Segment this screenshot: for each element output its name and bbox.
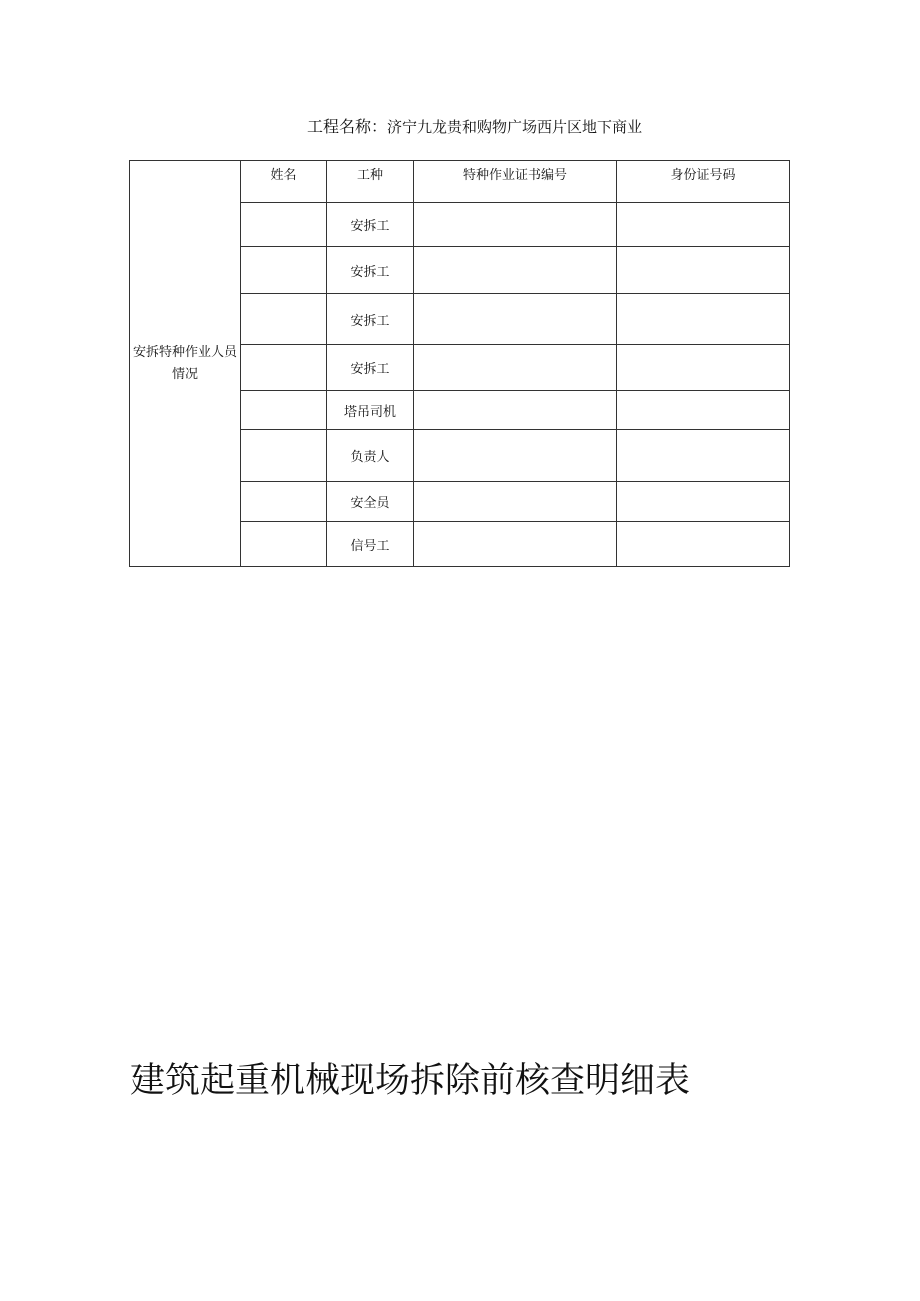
id-number-cell[interactable] <box>617 430 790 482</box>
job-cell: 安拆工 <box>327 247 414 294</box>
table-header-row <box>130 161 790 203</box>
certificate-cell[interactable] <box>414 522 617 567</box>
project-name-label: 工程名称： <box>307 117 388 136</box>
job-cell: 安拆工 <box>327 294 414 345</box>
header-name: 姓名 <box>241 161 327 203</box>
id-number-cell[interactable] <box>617 482 790 522</box>
certificate-cell[interactable] <box>414 391 617 430</box>
certificate-cell[interactable] <box>414 345 617 391</box>
header-job-type: 工种 <box>327 161 414 203</box>
section-label-cell: 安拆特种作业人员情况 <box>130 161 241 567</box>
id-number-cell[interactable] <box>617 391 790 430</box>
header-certificate-number: 特种作业证书编号 <box>414 161 617 203</box>
name-cell[interactable] <box>241 203 327 247</box>
id-number-cell[interactable] <box>617 294 790 345</box>
certificate-cell[interactable] <box>414 203 617 247</box>
id-number-cell[interactable] <box>617 345 790 391</box>
name-cell[interactable] <box>241 522 327 567</box>
id-number-cell[interactable] <box>617 522 790 567</box>
certificate-cell[interactable] <box>414 430 617 482</box>
document-title: 建筑起重机械现场拆除前核查明细表 <box>130 1061 691 1101</box>
job-cell: 负责人 <box>327 430 414 482</box>
certificate-cell[interactable] <box>414 482 617 522</box>
job-cell: 安拆工 <box>327 345 414 391</box>
personnel-table <box>129 160 790 567</box>
name-cell[interactable] <box>241 345 327 391</box>
header-id-number: 身份证号码 <box>617 161 790 203</box>
job-cell: 安全员 <box>327 482 414 522</box>
certificate-cell[interactable] <box>414 294 617 345</box>
name-cell[interactable] <box>241 294 327 345</box>
job-cell: 安拆工 <box>327 203 414 247</box>
name-cell[interactable] <box>241 430 327 482</box>
id-number-cell[interactable] <box>617 203 790 247</box>
project-name-line <box>307 114 642 137</box>
id-number-cell[interactable] <box>617 247 790 294</box>
job-cell: 塔吊司机 <box>327 391 414 430</box>
job-cell: 信号工 <box>327 522 414 567</box>
name-cell[interactable] <box>241 247 327 294</box>
name-cell[interactable] <box>241 391 327 430</box>
certificate-cell[interactable] <box>414 247 617 294</box>
name-cell[interactable] <box>241 482 327 522</box>
project-name-value: 济宁九龙贵和购物广场西片区地下商业 <box>387 118 643 136</box>
